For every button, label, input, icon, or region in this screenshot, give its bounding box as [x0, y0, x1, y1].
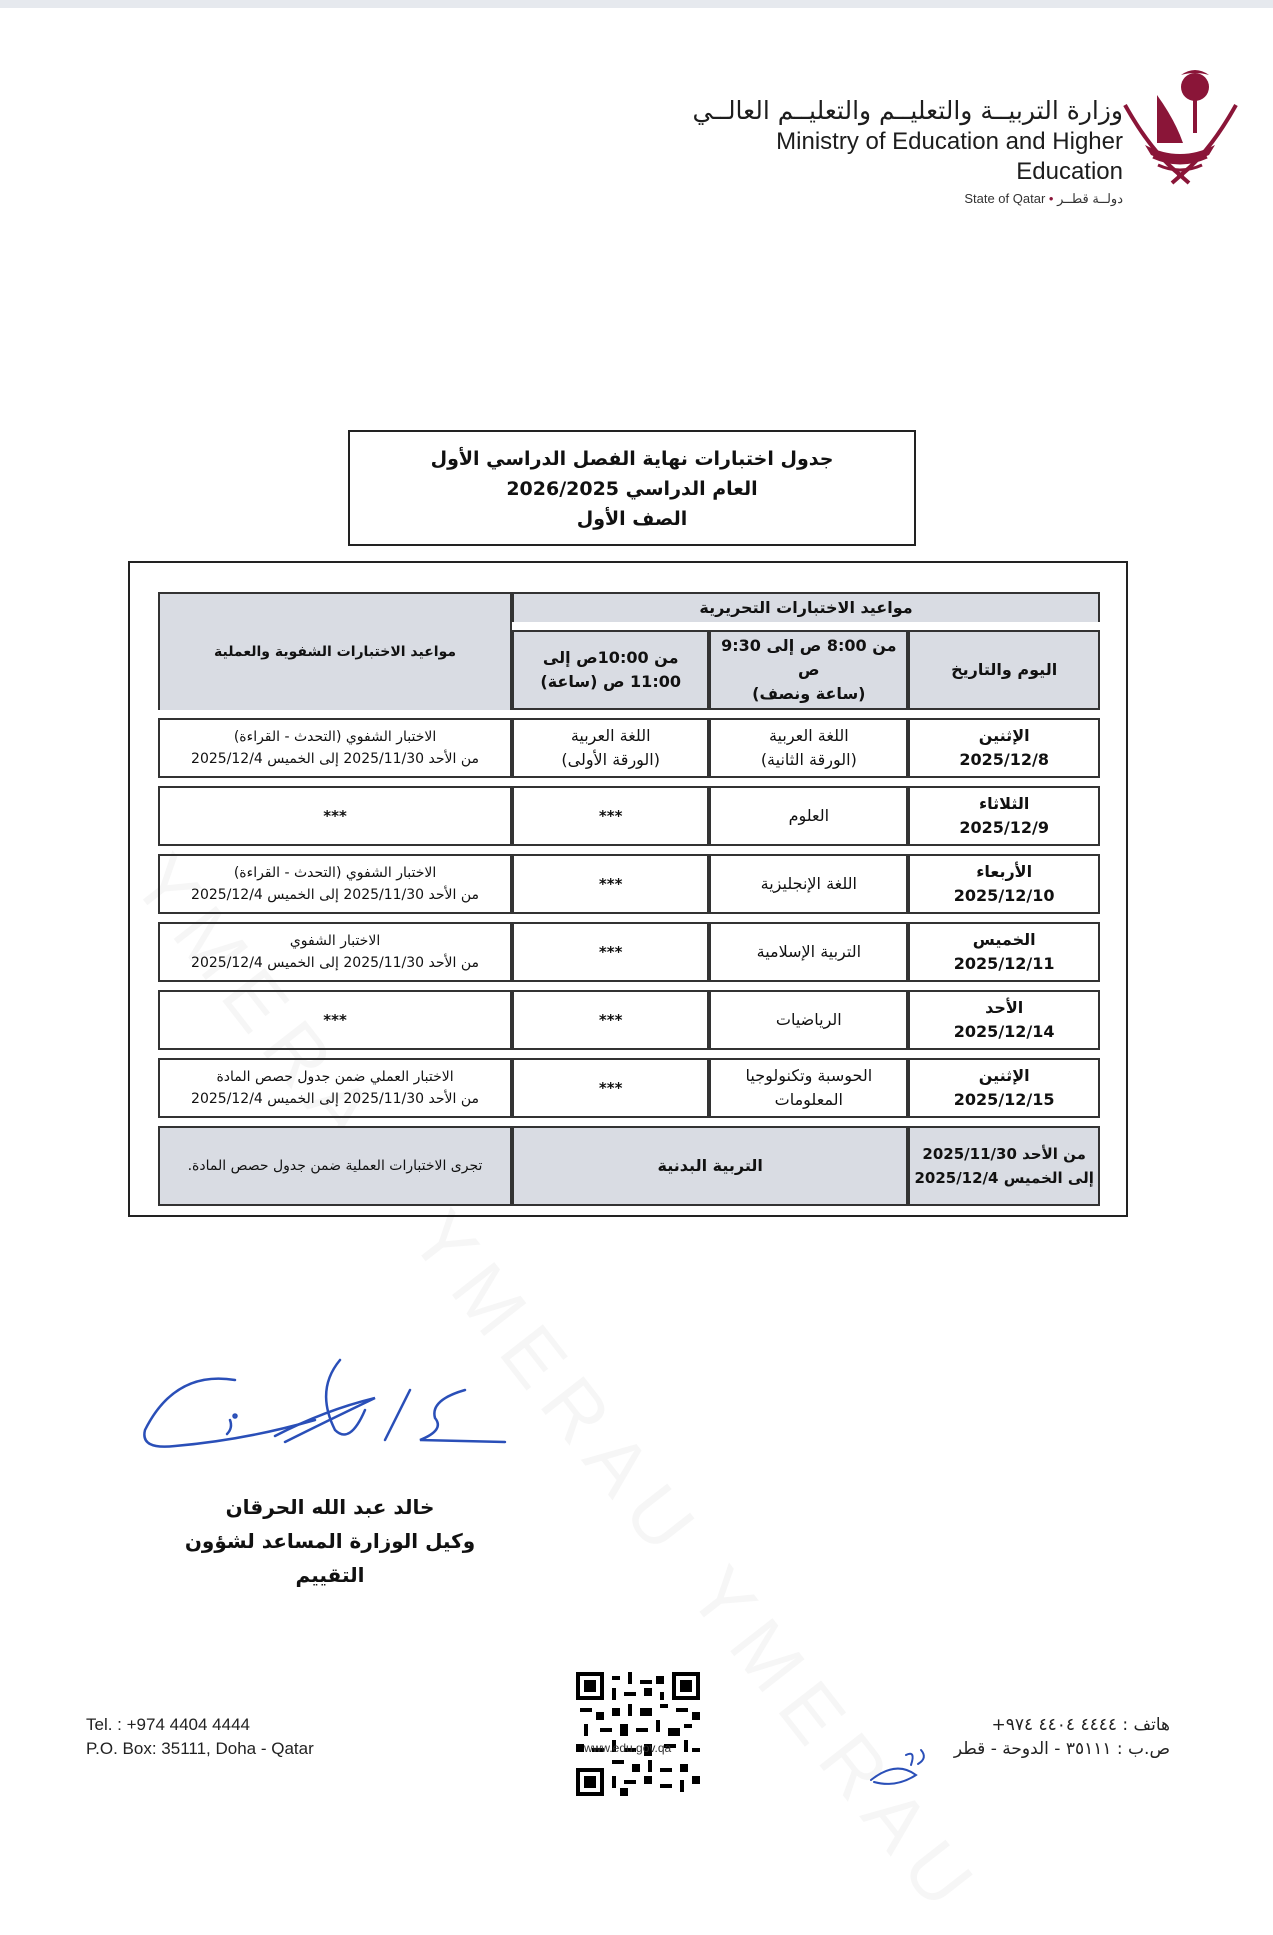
top-edge	[0, 0, 1273, 8]
signatory-title: وكيل الوزارة المساعد لشؤون التقييم	[184, 1529, 476, 1587]
separator-dot-icon: •	[1048, 191, 1054, 206]
table-row	[158, 718, 1100, 778]
period1-cell: التربية الإسلامية	[709, 922, 908, 982]
table-row	[158, 854, 1100, 914]
day-cell: الأربعاء 2025/12/10	[908, 854, 1100, 914]
footer-tel-en: Tel. : +974 4404 4444	[86, 1715, 250, 1734]
day-date-header: اليوم والتاريخ	[908, 630, 1100, 710]
table-row	[158, 786, 1100, 846]
oral-cell: الاختبار الشفوي (التحدث - القراءة) من الأحد 2025/11/30 إلى الخميس 2025/12/4	[158, 718, 512, 778]
period1-cell: اللغة الإنجليزية	[709, 854, 908, 914]
ministry-header	[663, 95, 1123, 207]
signatory	[160, 1490, 500, 1592]
footer-contact-ar	[954, 1713, 1170, 1761]
table-row	[158, 1058, 1100, 1118]
oral-cell: تجرى الاختبارات العملية ضمن جدول حصص المادة.	[158, 1126, 512, 1206]
exam-schedule-table	[158, 584, 1100, 1214]
oral-cell: الاختبار العملي ضمن جدول حصص المادة من الأحد 2025/11/30 إلى الخميس 2025/12/4	[158, 1058, 512, 1118]
day-cell: الإثنين 2025/12/15	[908, 1058, 1100, 1118]
table-row-physical-education	[158, 1126, 1100, 1206]
qatar-emblem-icon	[1123, 65, 1238, 185]
oral-cell: الاختبار الشفوي من الأحد 2025/11/30 إلى الخميس 2025/12/4	[158, 922, 512, 982]
period2-cell: اللغة العربية (الورقة الأولى)	[512, 718, 709, 778]
period2-cell: ***	[512, 786, 709, 846]
period1-header: من 8:00 ص إلى 9:30 ص (ساعة ونصف)	[709, 630, 908, 710]
oral-cell: ***	[158, 990, 512, 1050]
period2-cell: ***	[512, 854, 709, 914]
footer-contact-en	[86, 1713, 314, 1761]
ministry-name-en: Ministry of Education and Higher Education	[776, 128, 1123, 185]
title-line-1: جدول اختبارات نهاية الفصل الدراسي الأول	[430, 448, 834, 470]
state-name-ar: دولــة قطــر	[1057, 191, 1123, 206]
table-row	[158, 922, 1100, 982]
table-row	[158, 990, 1100, 1050]
day-cell: الثلاثاء 2025/12/9	[908, 786, 1100, 846]
ministry-name-ar: وزارة التربيــة والتعليــم والتعليــم العالــي	[692, 96, 1123, 125]
period2-cell: ***	[512, 1058, 709, 1118]
day-cell: الأحد 2025/12/14	[908, 990, 1100, 1050]
footer-pobox-en: P.O. Box: 35111, Doha - Qatar	[86, 1739, 314, 1758]
period1-cell: العلوم	[709, 786, 908, 846]
written-exams-header: مواعيد الاختبارات التحريرية	[512, 592, 1100, 622]
footer-pobox-ar: ص.ب : ٣٥١١١ - الدوحة - قطر	[953, 1739, 1170, 1759]
day-cell: الخميس 2025/12/11	[908, 922, 1100, 982]
qr-code-icon[interactable]	[576, 1672, 700, 1796]
signatory-name: خالد عبد الله الحرقان	[225, 1495, 435, 1519]
oral-cell: ***	[158, 786, 512, 846]
oral-cell: الاختبار الشفوي (التحدث - القراءة) من الأحد 2025/11/30 إلى الخميس 2025/12/4	[158, 854, 512, 914]
state-label	[663, 191, 1123, 207]
state-name-en: State of Qatar	[964, 191, 1046, 206]
period2-header: من 10:00ص إلى 11:00 ص (ساعة)	[512, 630, 709, 710]
period2-cell: ***	[512, 922, 709, 982]
footer-tel-ar: هاتف : ٤٤٤٤ ٤٤٠٤ ٩٧٤+	[991, 1715, 1170, 1735]
handwritten-signature	[135, 1350, 515, 1480]
period1-cell: الرياضيات	[709, 990, 908, 1050]
title-box	[348, 430, 916, 546]
website-url[interactable]: www.edu.gov.qa	[584, 1741, 672, 1755]
title-line-2: العام الدراسي 2026/2025	[506, 478, 758, 500]
physical-education-cell: التربية البدنية	[512, 1126, 908, 1206]
day-cell: من الأحد 2025/11/30 إلى الخميس 2025/12/4	[908, 1126, 1100, 1206]
period1-cell: اللغة العربية (الورقة الثانية)	[709, 718, 908, 778]
oral-exams-header: مواعيد الاختبارات الشفوية والعملية	[158, 592, 512, 710]
period2-cell: ***	[512, 990, 709, 1050]
title-line-3: الصف الأول	[576, 508, 688, 530]
day-cell: الإثنين 2025/12/8	[908, 718, 1100, 778]
period1-cell: الحوسبة وتكنولوجيا المعلومات	[709, 1058, 908, 1118]
handwritten-initials	[866, 1740, 936, 1790]
